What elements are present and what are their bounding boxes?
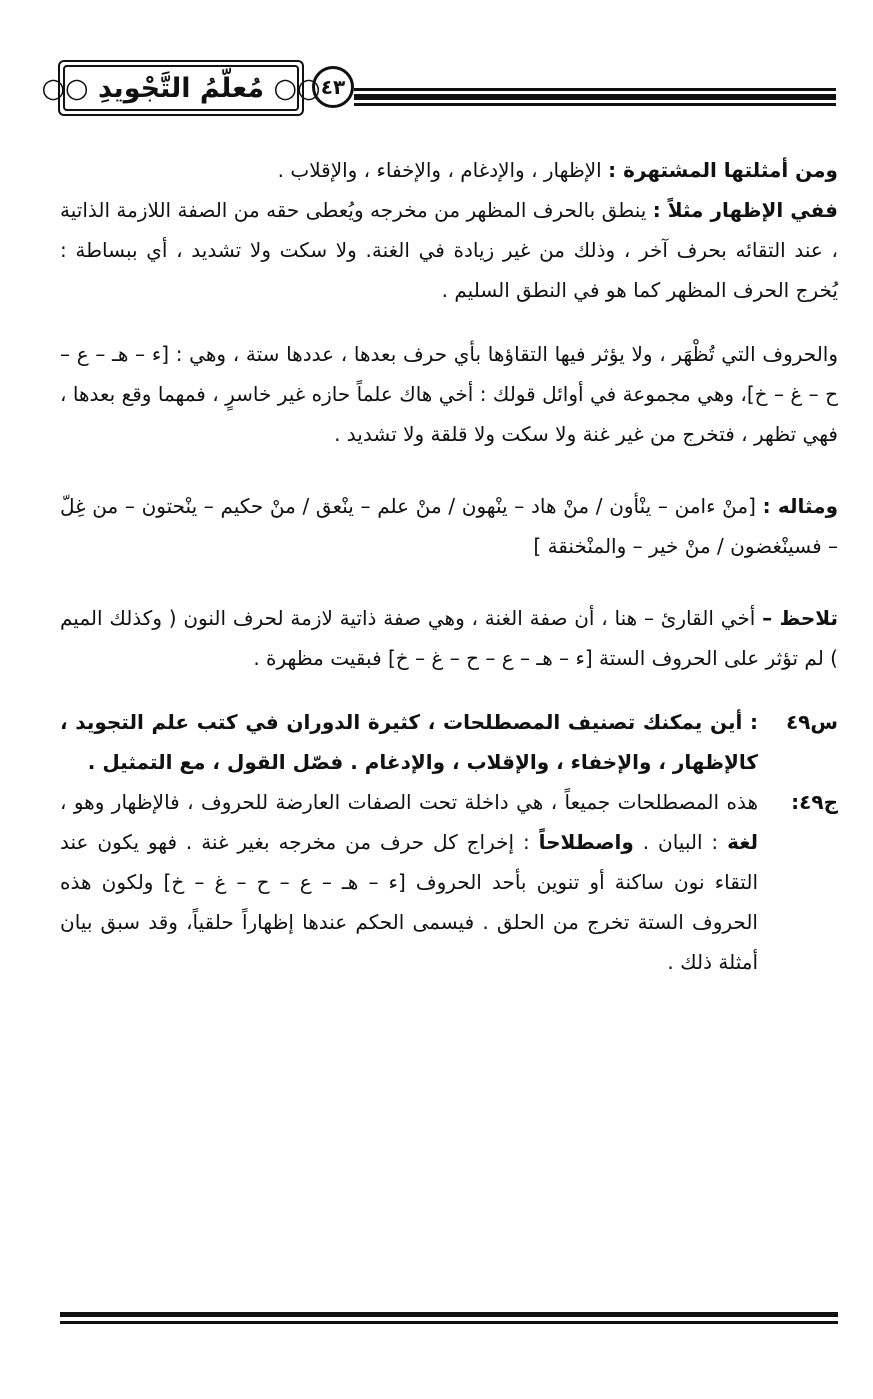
answer-term-istilahan: واصطلاحاً (538, 830, 634, 854)
answer-label: ج٤٩: (791, 790, 838, 814)
footer-rule (60, 1312, 838, 1324)
lead-example: ومثاله : (762, 494, 838, 518)
lead-izhar: ففي الإظهار مثلاً : (652, 198, 838, 222)
page-number: ٤٣ (312, 66, 354, 108)
text-letters: والحروف التي تُظْهَر ، ولا يؤثر فيها التقاؤها بأي حرف بعدها ، عددها ستة ، وهي : [ء – هـ – ع – ح – غ – خ]، وهي مجموعة في أوائل قولك : أخي هاك علماً حازه غير خاسرٍ ، فمهما وقع بعدها ، فهي تظهر ، فتخرج من غير غنة ولا سكت ولا قلقة ولا تشديد . (60, 342, 838, 446)
text-examples: الإظهار ، والإدغام ، والإخفاء ، والإقلاب . (277, 158, 609, 182)
paragraph-izhar (60, 190, 838, 310)
answer-block (60, 782, 838, 982)
paragraph-examples (60, 150, 838, 190)
lead-note: تلاحظ – (762, 606, 838, 630)
text-example-words: [منْ ءامن – ينْأون / منْ هاد – ينْهون / منْ علم – ينْعق / منْ حكيم – ينْحتون – من غِلّ – فسينْغضون / منْ خير – والمنْخنقة ] (60, 494, 838, 558)
answer-part-3: : إخراج كل حرف من مخرجه بغير غنة . فهو يكون عند التقاء نون ساكنة أو تنوين بأحد الحروف [ء – هـ – ع – ح – غ – خ] ولكون هذه الحروف الستة تخرج من الحلق . فيسمى الحكم عندها إظهاراً حلقياً، وقد سبق بيان أمثلة ذلك . (60, 830, 758, 974)
text-note: أخي القارئ – هنا ، أن صفة الغنة ، وهي صفة ذاتية لازمة لحرف النون ( وكذلك الميم ) لم تؤثر على الحروف الستة [ء – هـ – ع – ح – غ – خ] فبقيت مظهرة . (60, 606, 838, 670)
answer-part-2: : البيان . (633, 830, 728, 854)
question-block (60, 702, 838, 782)
book-title: ○○ مُعلّمُ التَّجْويدِ ○○ (41, 72, 321, 104)
header-rule (354, 88, 836, 106)
paragraph-example-words (60, 486, 838, 566)
book-title-box (41, 60, 321, 116)
text-izhar: ينطق بالحرف المظهر من مخرجه ويُعطى حقه من الصفة اللازمة الذاتية ، عند التقائه بحرف آخر ، وذلك من غير زيادة في الغنة. ولا سكت ولا تشديد ، أي ببساطة : يُخرج الحرف المظهر كما هو في النطق السليم . (60, 198, 838, 302)
lead-examples: ومن أمثلتها المشتهرة : (608, 158, 838, 182)
answer-part-1: هذه المصطلحات جميعاً ، هي داخلة تحت الصفات العارضة للحروف ، فالإظهار وهو ، (60, 790, 758, 814)
answer-term-lugha: لغة (727, 830, 758, 854)
page-header (41, 52, 836, 126)
answer-text (60, 782, 758, 982)
question-label: س٤٩ (785, 710, 838, 734)
paragraph-letters (60, 334, 838, 454)
question-text: : أين يمكنك تصنيف المصطلحات ، كثيرة الدوران في كتب علم التجويد ، كالإظهار ، والإخفاء ، والإقلاب ، والإدغام . فصّل القول ، مع التمثيل . (60, 710, 758, 774)
page-body (60, 150, 838, 982)
paragraph-note (60, 598, 838, 678)
